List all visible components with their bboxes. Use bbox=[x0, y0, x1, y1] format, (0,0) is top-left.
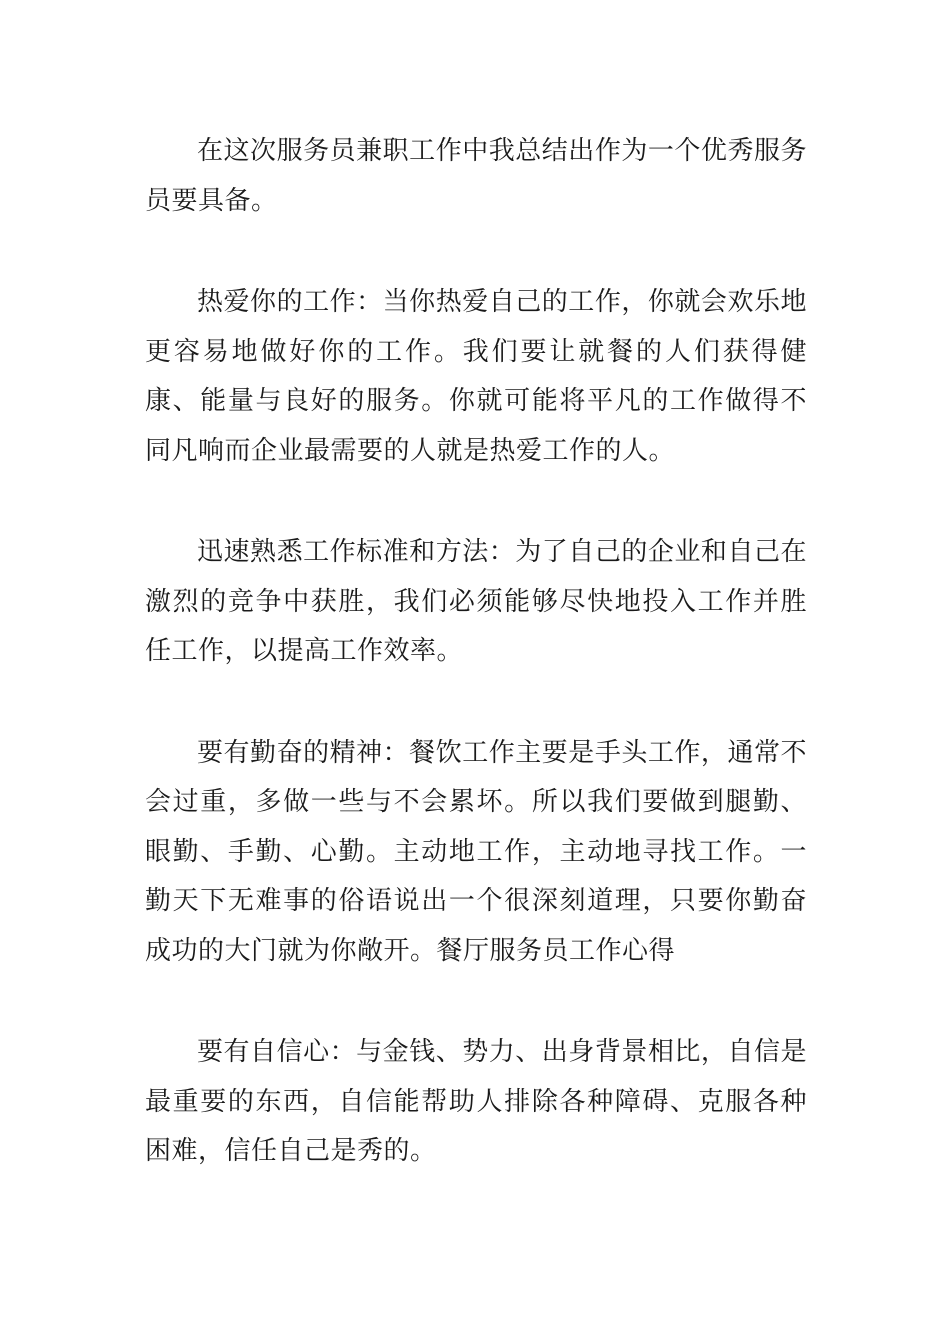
document-body bbox=[145, 127, 807, 1229]
paragraph-1: 在这次服务员兼职工作中我总结出作为一个优秀服务员要具备。 bbox=[145, 136, 807, 216]
paragraph-2: 热爱你的工作：当你热爱自己的工作，你就会欢乐地更容易地做好你的工作。我们要让就餐的人们获得健康、能量与良好的服务。你就可能将平凡的工作做得不同凡响而企业最需要的人就是热爱工作的人。 bbox=[145, 287, 807, 466]
paragraph-3: 迅速熟悉工作标准和方法：为了自己的企业和自己在激烈的竞争中获胜，我们必须能够尽快地投入工作并胜任工作，以提高工作效率。 bbox=[145, 537, 807, 666]
paragraph-5: 要有自信心：与金钱、势力、出身背景相比，自信是最重要的东西，自信能帮助人排除各种障碍、克服各种困难，信任自己是秀的。 bbox=[145, 1037, 807, 1166]
paragraph-4: 要有勤奋的精神：餐饮工作主要是手头工作，通常不会过重，多做一些与不会累坏。所以我们要做到腿勤、眼勤、手勤、心勤。主动地工作，主动地寻找工作。一勤天下无难事的俗语说出一个很深刻道理，只要你勤奋成功的大门就为你敞开。餐厅服务员工作心得 bbox=[145, 737, 807, 966]
